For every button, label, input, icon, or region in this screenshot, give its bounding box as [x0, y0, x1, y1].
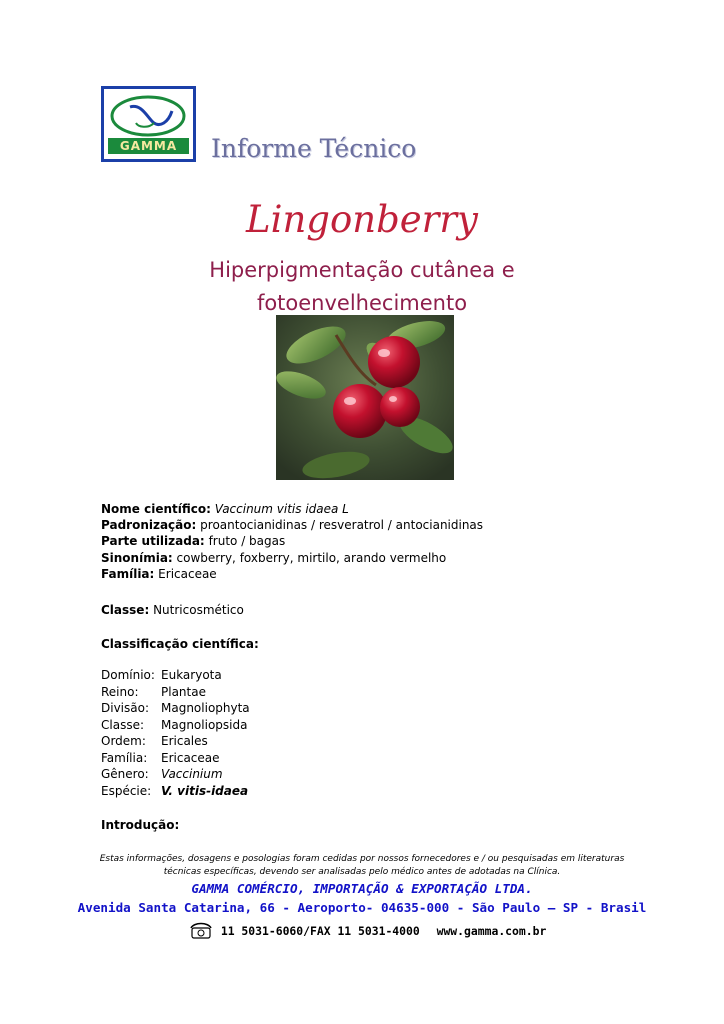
website-link[interactable]: www.gamma.com.br — [436, 924, 547, 938]
telephone-icon — [190, 922, 212, 939]
field-label: Padronização: — [101, 518, 197, 532]
scientific-name-row — [101, 501, 349, 517]
taxonomy-rank: Espécie: — [101, 784, 152, 798]
field-label: Nome científico: — [101, 502, 211, 516]
taxonomy-value: Ericales — [161, 734, 208, 748]
field-value: Ericaceae — [158, 567, 217, 581]
taxonomy-value: Plantae — [161, 685, 206, 699]
company-name: GAMMA COMÉRCIO, IMPORTAÇÃO & EXPORTAÇÃO LTDA. — [191, 881, 533, 896]
standardization-row — [101, 517, 483, 533]
family-row — [101, 566, 217, 582]
field-value: Nutricosmético — [153, 603, 244, 617]
document-type: Informe Técnico — [211, 134, 417, 163]
field-value: cowberry, foxberry, mirtilo, arando vermelho — [176, 551, 447, 565]
company-logo — [101, 86, 196, 162]
taxonomy-rank: Gênero: — [101, 767, 149, 781]
disclaimer — [90, 853, 634, 879]
part-used-row — [101, 533, 285, 549]
field-value: proantocianidinas / resveratrol / antocianidinas — [200, 518, 484, 532]
company-address: Avenida Santa Catarina, 66 - Aeroporto- 04635-000 - São Paulo – SP - Brasil — [77, 900, 647, 915]
taxonomy-rank: Reino: — [101, 685, 139, 699]
field-value: fruto / bagas — [208, 534, 286, 548]
introduction-heading: Introdução: — [101, 818, 180, 832]
gamma-logo-icon — [108, 93, 189, 137]
logo-badge: GAMMA — [108, 138, 189, 154]
synonyms-row — [101, 550, 446, 566]
taxonomy-value: V. vitis-idaea — [161, 784, 249, 798]
field-label: Parte utilizada: — [101, 534, 205, 548]
taxonomy-value: Eukaryota — [161, 668, 222, 682]
class-row — [101, 602, 244, 618]
taxonomy-rank: Família: — [101, 751, 148, 765]
field-label: Sinonímia: — [101, 551, 173, 565]
page-title: Lingonberry — [246, 198, 478, 241]
field-label: Família: — [101, 567, 155, 581]
disclaimer-line: técnicas específicas, devendo ser analisadas pelo médico antes de adotadas na Clínica. — [163, 867, 561, 877]
disclaimer-line: Estas informações, dosagens e posologias foram cedidas por nossos fornecedores e / ou pesquisadas em literaturas — [99, 854, 625, 864]
taxonomy-rank: Classe: — [101, 718, 144, 732]
field-value: Vaccinum vitis idaea L — [214, 502, 349, 516]
taxonomy-value: Ericaceae — [161, 751, 220, 765]
contact-line — [190, 922, 546, 939]
taxonomy-value: Vaccinium — [161, 767, 223, 781]
page-subtitle: Hiperpigmentação cutânea e fotoenvelhecimento — [209, 258, 515, 315]
classification-heading: Classificação científica: — [101, 637, 259, 651]
taxonomy-rank: Divisão: — [101, 701, 149, 715]
taxonomy-value: Magnoliopsida — [161, 718, 248, 732]
phone-fax: 11 5031-6060/FAX 11 5031-4000 — [220, 924, 420, 938]
field-label: Classe: — [101, 603, 150, 617]
taxonomy-rank: Ordem: — [101, 734, 146, 748]
taxonomy-value: Magnoliophyta — [161, 701, 250, 715]
taxonomy-rank: Domínio: — [101, 668, 155, 682]
lingonberry-photo — [276, 315, 454, 480]
